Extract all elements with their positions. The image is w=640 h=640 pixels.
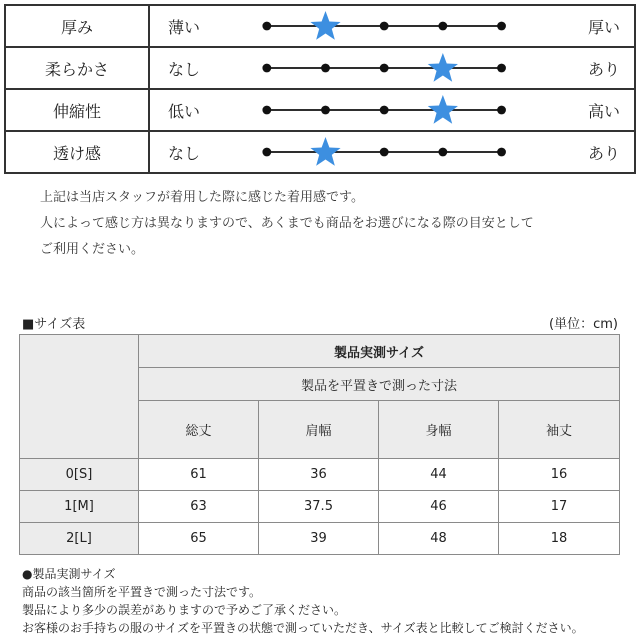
feel-scale-track — [258, 5, 558, 47]
feel-label: 透け感 — [5, 131, 149, 173]
table-cell: 18 — [499, 523, 620, 555]
size-label: 1[M] — [20, 491, 139, 523]
table-cell: 61 — [139, 459, 259, 491]
column-header: 袖丈 — [499, 401, 620, 459]
size-table-caption — [22, 313, 618, 332]
star-marker-icon — [428, 95, 458, 124]
unit-label: (単位：cm) — [549, 317, 618, 332]
note-line: ご利用ください。 — [40, 242, 145, 257]
footnote-line: 商品の該当箇所を平置きで測った寸法です。 — [22, 585, 262, 599]
scale-dot — [262, 22, 271, 31]
table-cell: 17 — [499, 491, 620, 523]
scale-dot — [438, 148, 447, 157]
table-cell: 44 — [379, 459, 499, 491]
feel-scale-table — [4, 4, 636, 180]
scale-dot — [321, 64, 330, 73]
scale-svg — [258, 48, 558, 88]
feel-low-label: 低い — [149, 89, 258, 131]
feel-label: 柔らかさ — [5, 47, 149, 89]
table-cell: 65 — [139, 523, 259, 555]
feel-label: 厚み — [5, 5, 149, 47]
feel-row — [5, 5, 635, 47]
scale-dot — [380, 22, 389, 31]
group-header: 製品実測サイズ — [139, 335, 620, 368]
table-cell: 63 — [139, 491, 259, 523]
feel-high-label: あり — [558, 131, 635, 173]
scale-dot — [262, 106, 271, 115]
scale-dot — [262, 148, 271, 157]
scale-dot — [497, 22, 506, 31]
scale-svg — [258, 90, 558, 130]
scale-dot — [438, 22, 447, 31]
scale-dot — [262, 64, 271, 73]
feel-scale-track — [258, 131, 558, 173]
feel-scale-track — [258, 47, 558, 89]
table-cell: 37.5 — [259, 491, 379, 523]
table-cell: 39 — [259, 523, 379, 555]
size-table — [19, 334, 620, 555]
feel-high-label: あり — [558, 47, 635, 89]
feel-low-label: なし — [149, 131, 258, 173]
star-marker-icon — [310, 11, 340, 40]
scale-dot — [321, 106, 330, 115]
scale-svg — [258, 132, 558, 172]
size-label: 0[S] — [20, 459, 139, 491]
feel-scale-track — [258, 89, 558, 131]
scale-dot — [497, 106, 506, 115]
footnote-line: 製品により多少の誤差がありますので予めご了承ください。 — [22, 603, 347, 617]
feel-row — [5, 89, 635, 131]
table-cell: 36 — [259, 459, 379, 491]
scale-dot — [380, 148, 389, 157]
feel-high-label: 高い — [558, 89, 635, 131]
feel-high-label: 厚い — [558, 5, 635, 47]
scale-dot — [380, 106, 389, 115]
feel-low-label: 薄い — [149, 5, 258, 47]
footnote-line: ●製品実測サイズ — [22, 567, 116, 581]
note-line: 上記は当店スタッフが着用した際に感じた着用感です。 — [40, 190, 364, 205]
column-header: 身幅 — [379, 401, 499, 459]
scale-dot — [380, 64, 389, 73]
sub-header: 製品を平置きで測った寸法 — [139, 368, 620, 401]
table-row — [20, 459, 620, 491]
feel-label: 伸縮性 — [5, 89, 149, 131]
feel-row — [5, 47, 635, 89]
size-header-corner — [20, 335, 139, 459]
star-marker-icon — [310, 137, 340, 166]
column-header: 総丈 — [139, 401, 259, 459]
table-cell: 16 — [499, 459, 620, 491]
scale-svg — [258, 6, 558, 46]
size-table-title: ■サイズ表 — [22, 317, 86, 332]
feel-low-label: なし — [149, 47, 258, 89]
table-row — [20, 523, 620, 555]
scale-dot — [497, 64, 506, 73]
footnote-line: お客様のお手持ちの服のサイズを平置きの状態で測っていただき、サイズ表と比較してご検討ください。 — [22, 621, 584, 635]
note-line: 人によって感じ方は異なりますので、あくまでも商品をお選びになる際の目安として — [40, 216, 534, 231]
scale-dot — [497, 148, 506, 157]
table-cell: 48 — [379, 523, 499, 555]
table-row — [20, 491, 620, 523]
star-marker-icon — [428, 53, 458, 82]
column-header: 肩幅 — [259, 401, 379, 459]
feel-row — [5, 131, 635, 173]
size-label: 2[L] — [20, 523, 139, 555]
table-cell: 46 — [379, 491, 499, 523]
